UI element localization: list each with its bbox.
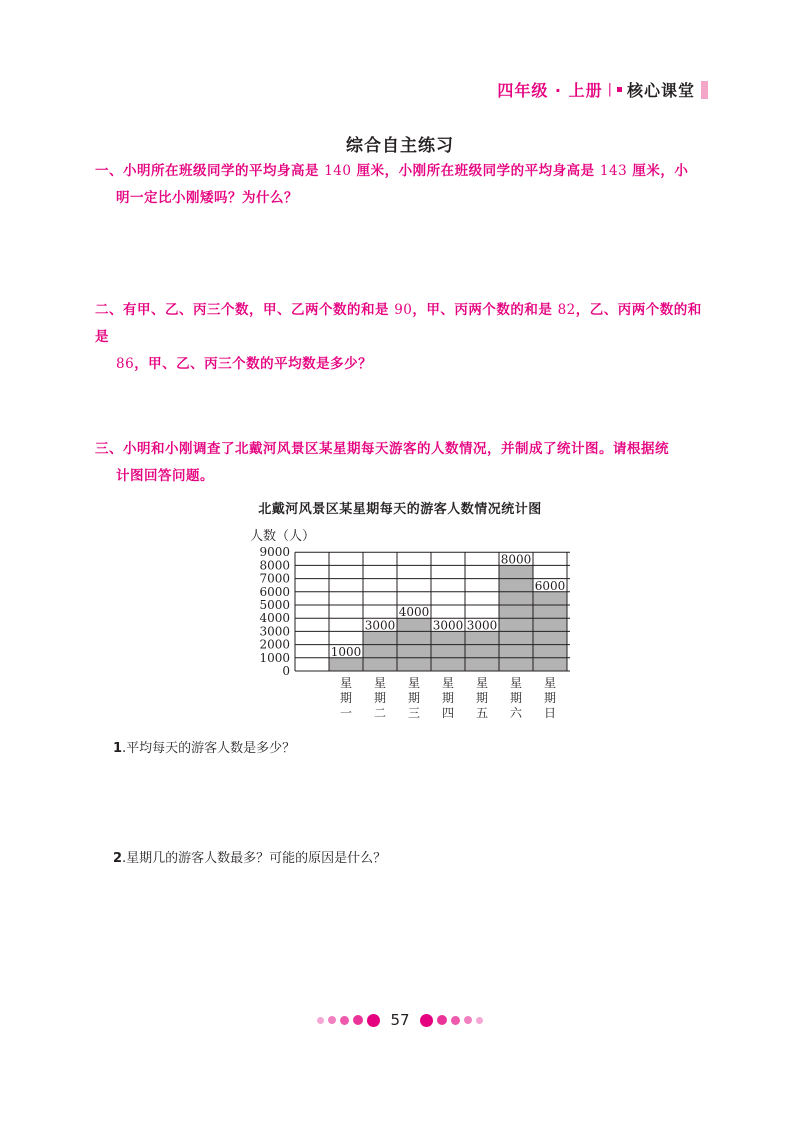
x-tick-label: 星 — [509, 676, 523, 690]
question-2-line-1: 二、有甲、乙、丙三个数，甲、乙两个数的和是 90，甲、丙两个数的和是 82，乙、丙两个数的和是 — [95, 302, 702, 345]
visitor-bar-chart — [240, 520, 570, 725]
x-tick-label: 星 — [339, 676, 353, 690]
question-1-line-1: 一、小明所在班级同学的平均身高是 140 厘米，小刚所在班级同学的平均身高是 143 厘米，小 — [95, 163, 689, 179]
data-label: 4000 — [398, 605, 430, 620]
data-label: 3000 — [466, 618, 498, 633]
decorative-dot-icon — [328, 1016, 336, 1024]
x-tick-label: 星 — [407, 676, 421, 690]
y-tick-label: 0 — [282, 664, 290, 678]
x-tick-label: 期 — [339, 691, 353, 705]
y-tick-label: 5000 — [259, 598, 290, 612]
x-tick-label: 星 — [441, 676, 455, 690]
y-tick-label: 9000 — [259, 545, 290, 560]
decorative-dot-icon — [437, 1015, 447, 1025]
y-tick-label: 1000 — [259, 650, 290, 665]
sub-question-1: 1.平均每天的游客人数是多少？ — [113, 741, 296, 756]
bar — [465, 631, 499, 671]
question-3-line-2: 计图回答问题。 — [116, 468, 214, 484]
question-1 — [95, 158, 707, 212]
x-tick-label: 日 — [543, 706, 557, 720]
y-tick-label: 4000 — [259, 611, 290, 626]
x-tick-label: 三 — [407, 706, 421, 720]
tab-marker-icon — [701, 81, 708, 99]
x-tick-label: 期 — [373, 691, 387, 705]
bar — [329, 658, 363, 671]
x-tick-label: 五 — [475, 706, 489, 720]
x-tick-label: 期 — [441, 691, 455, 705]
decorative-dot-icon — [476, 1017, 483, 1024]
bar — [431, 631, 465, 671]
chart-title: 北戴河风景区某星期每天的游客人数情况统计图 — [258, 502, 542, 517]
y-tick-label: 8000 — [259, 558, 290, 573]
x-tick-label: 期 — [509, 691, 523, 705]
question-2-line-2: 86，甲、乙、丙三个数的平均数是多少？ — [116, 356, 373, 372]
bar — [363, 631, 397, 671]
y-tick-label: 2000 — [259, 637, 290, 652]
sub-question-2: 2.星期几的游客人数最多？可能的原因是什么？ — [113, 851, 387, 866]
question-3-line-1: 三、小明和小刚调查了北戴河风景区某星期每天游客的人数情况，并制成了统计图。请根据统 — [95, 441, 669, 457]
decorative-dot-icon — [464, 1016, 472, 1024]
x-tick-label: 星 — [475, 676, 489, 690]
x-tick-label: 一 — [339, 706, 353, 720]
y-tick-label: 7000 — [259, 571, 290, 586]
x-tick-label: 期 — [543, 691, 557, 705]
data-label: 6000 — [534, 578, 566, 593]
question-2 — [95, 297, 707, 378]
course-label: 核心课堂 — [626, 81, 695, 100]
x-tick-label: 期 — [475, 691, 489, 705]
data-label: 3000 — [364, 618, 396, 633]
x-tick-label: 四 — [441, 706, 455, 720]
decorative-dot-icon — [451, 1016, 460, 1025]
x-tick-label: 二 — [373, 706, 387, 720]
data-label: 1000 — [330, 644, 362, 659]
x-tick-label: 期 — [407, 691, 421, 705]
y-tick-label: 6000 — [259, 584, 290, 599]
decorative-dot-icon — [353, 1015, 363, 1025]
grade-label: 四年级 · 上册 — [497, 81, 603, 100]
x-tick-label: 星 — [373, 676, 387, 690]
page-footer — [0, 1011, 800, 1029]
x-tick-label: 六 — [509, 706, 523, 720]
section-title: 综合自主练习 — [346, 136, 454, 156]
question-1-line-2: 明一定比小刚矮吗？为什么？ — [116, 190, 298, 206]
square-bullet-icon — [617, 87, 622, 92]
decorative-dot-icon — [367, 1014, 380, 1027]
decorative-dot-icon — [340, 1016, 349, 1025]
data-label: 3000 — [432, 618, 464, 633]
y-tick-label: 3000 — [259, 624, 290, 639]
data-label: 8000 — [500, 552, 532, 567]
header-separator: | — [607, 82, 612, 97]
y-axis-label: 人数（人） — [250, 529, 316, 544]
page-number: 57 — [390, 1011, 410, 1029]
decorative-dot-icon — [420, 1014, 433, 1027]
page-header — [497, 78, 708, 101]
decorative-dot-icon — [317, 1017, 324, 1024]
x-tick-label: 星 — [543, 676, 557, 690]
question-3 — [95, 436, 707, 490]
